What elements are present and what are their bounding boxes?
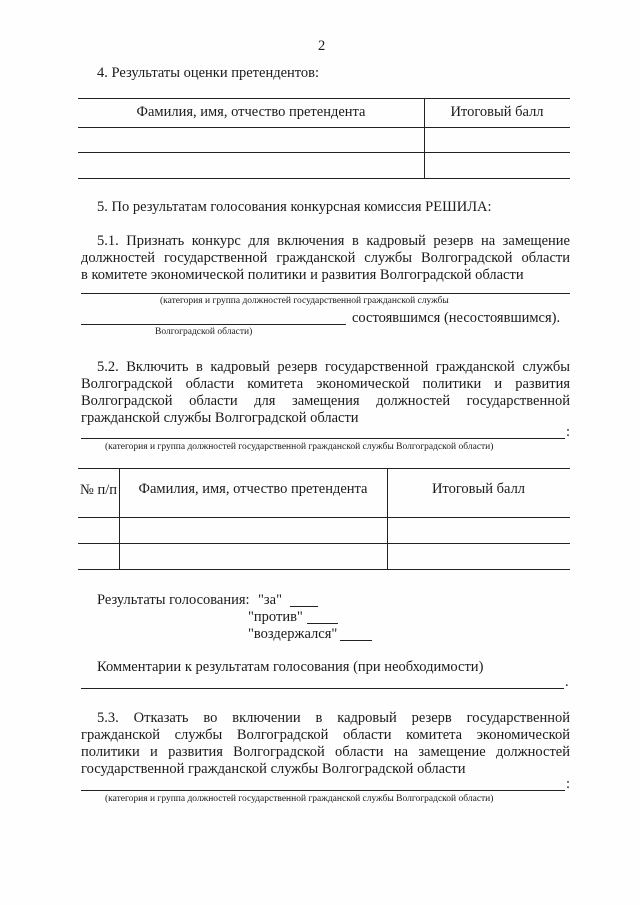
p53-line-3: политики и развития Волгоградской области на замещение должностей <box>81 744 570 760</box>
comments-line-end: . <box>565 674 569 690</box>
voting-for-label: "за" <box>258 592 283 608</box>
p51-line-2: должностей государственной гражданской службы Волгоградской области <box>81 250 570 266</box>
section-5-heading: 5. По результатам голосования конкурсная комиссия РЕШИЛА: <box>97 199 492 215</box>
table52-header-score: Итоговый балл <box>431 481 526 497</box>
p52-line-4: гражданской службы Волгоградской области <box>81 410 359 426</box>
p51-line-1: 5.1. Признать конкурс для включения в кадровый резерв на замещение <box>97 233 570 249</box>
p53-line-2: гражданской службы Волгоградской области комитета экономической <box>81 727 570 743</box>
comments-label: Комментарии к результатам голосования (при необходимости) <box>97 659 484 675</box>
comments-fill-line <box>81 688 564 689</box>
p52-line-3: Волгоградской области для замещения должностей государственной <box>81 393 570 409</box>
p52-caption: (категория и группа должностей государственной гражданской службы Волгоградской области) <box>105 442 494 452</box>
p52-fill-line <box>81 438 565 439</box>
voting-against-label: "против" <box>248 609 303 625</box>
p51-fill-line-2 <box>81 324 346 325</box>
p52-line-colon: : <box>566 424 571 440</box>
p51-status-text: состоявшимся (несостоявшимся). <box>352 310 561 326</box>
section-4-heading: 4. Результаты оценки претендентов: <box>97 65 320 81</box>
voting-for-blank <box>290 606 318 607</box>
p53-line-1: 5.3. Отказать во включении в кадровый резерв государственной <box>97 710 570 726</box>
table4-header-name: Фамилия, имя, отчество претендента <box>136 104 366 120</box>
p52-line-2: Волгоградской области комитета экономической политики и развития <box>81 376 570 392</box>
voting-label: Результаты голосования: <box>97 592 250 608</box>
p53-fill-line <box>81 790 565 791</box>
voting-against-blank <box>307 623 338 624</box>
p52-line-1: 5.2. Включить в кадровый резерв государственной гражданской службы <box>97 359 570 375</box>
table52-header-number: № п/п <box>79 482 117 498</box>
p51-line-3: в комитете экономической политики и развития Волгоградской области <box>81 267 524 283</box>
p53-line-colon: : <box>566 776 571 792</box>
table4-header-score: Итоговый балл <box>450 104 544 120</box>
p51-fill-line-1 <box>81 293 570 294</box>
voting-abstain-blank <box>340 640 372 641</box>
p51-caption-1: (категория и группа должностей государственной гражданской службы <box>160 296 449 306</box>
voting-abstain-label: "воздержался" <box>248 626 338 642</box>
p51-caption-2: Волгоградской области) <box>155 327 253 337</box>
p53-line-4: государственной гражданской службы Волгоградской области <box>81 761 466 777</box>
page-number: 2 <box>318 38 326 54</box>
p53-caption: (категория и группа должностей государственной гражданской службы Волгоградской области) <box>105 794 494 804</box>
table52-header-name: Фамилия, имя, отчество претендента <box>138 481 368 497</box>
